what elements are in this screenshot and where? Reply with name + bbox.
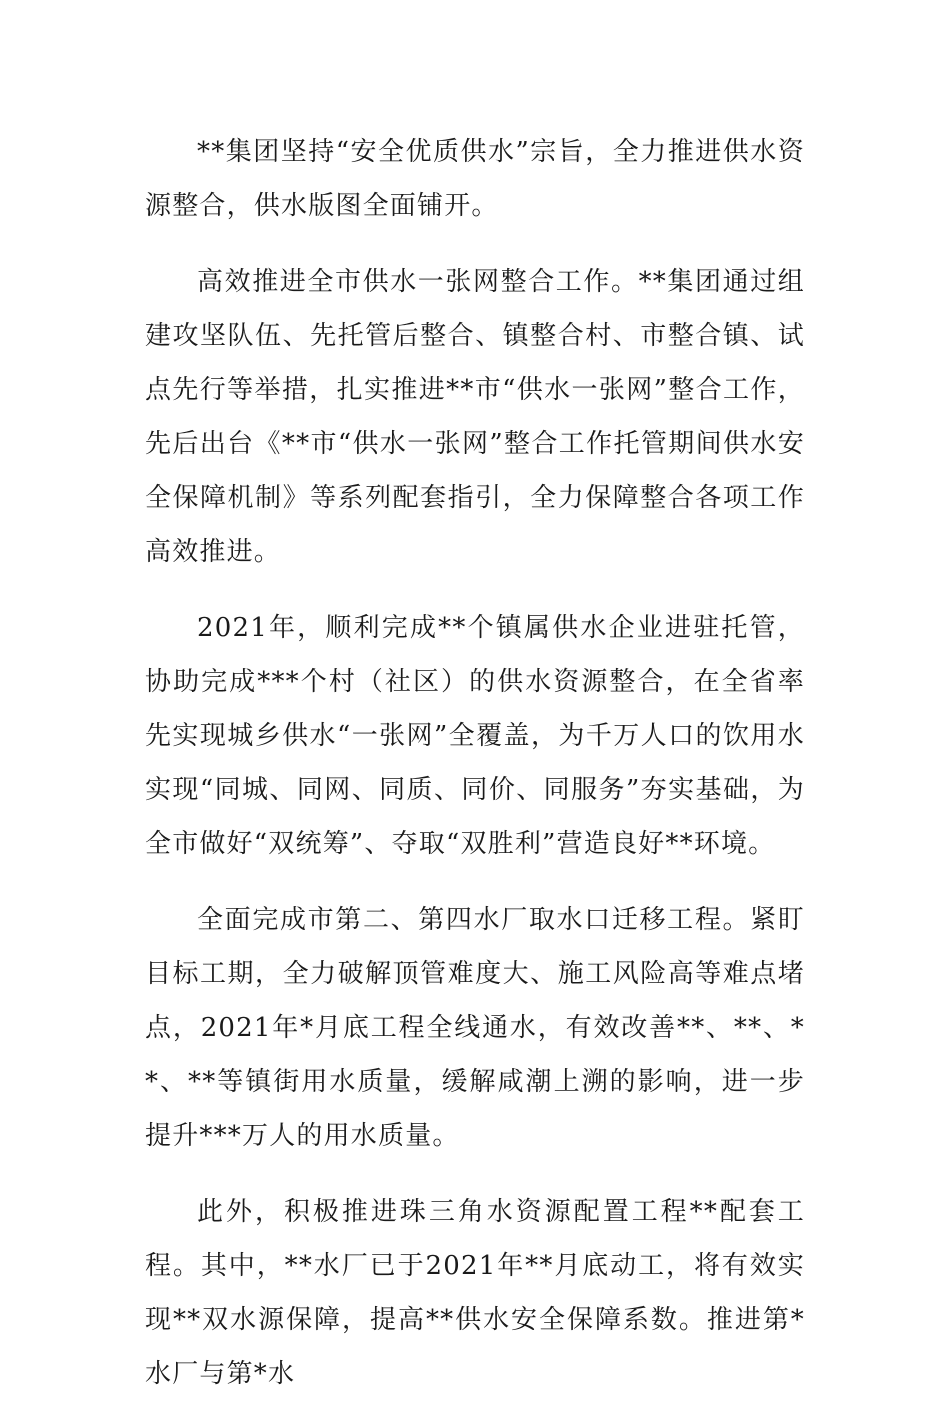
paragraph-4: 全面完成市第二、第四水厂取水口迁移工程。紧盯目标工期，全力破解顶管难度大、施工风险高等难点堵点，2021年*月底工程全线通水，有效改善**、**、**、**等镇街用水质量，缓解咸潮上溯的影响，进一步提升***万人的用水质量。 bbox=[145, 905, 805, 1151]
paragraph-2: 高效推进全市供水一张网整合工作。**集团通过组建攻坚队伍、先托管后整合、镇整合村、市整合镇、试点先行等举措，扎实推进**市“供水一张网”整合工作，先后出台《**市“供水一张网”整合工作托管期间供水安全保障机制》等系列配套指引，全力保障整合各项工作高效推进。 bbox=[145, 267, 805, 567]
paragraph-5: 此外，积极推进珠三角水资源配置工程**配套工程。其中，**水厂已于2021年**月底动工，将有效实现**双水源保障，提高**供水安全保障系数。推进第*水厂与第*水 bbox=[145, 1197, 805, 1389]
document-body bbox=[145, 125, 805, 1423]
paragraph-3: 2021年，顺利完成**个镇属供水企业进驻托管，协助完成***个村（社区）的供水资源整合，在全省率先实现城乡供水“一张网”全覆盖，为千万人口的饮用水实现“同城、同网、同质、同价、同服务”夯实基础，为全市做好“双统筹”、夺取“双胜利”营造良好**环境。 bbox=[145, 613, 805, 859]
paragraph-1: **集团坚持“安全优质供水”宗旨，全力推进供水资源整合，供水版图全面铺开。 bbox=[145, 137, 805, 221]
